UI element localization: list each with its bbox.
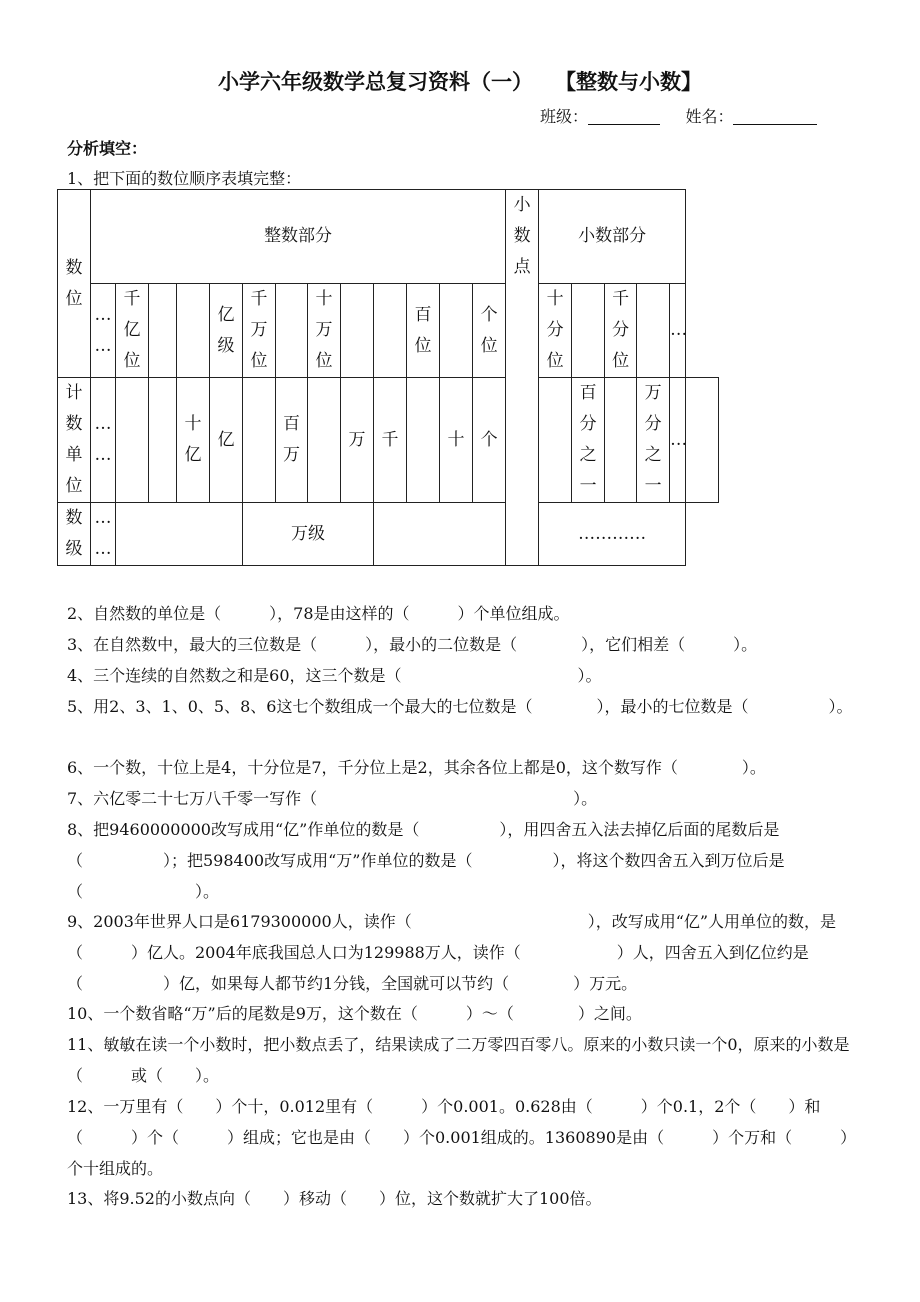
question-1: 1、把下面的数位顺序表填完整： <box>67 169 302 188</box>
title-main: 小学六年级数学总复习资料（一） <box>218 70 534 94</box>
unit-blank[interactable] <box>605 378 637 503</box>
unit-blank[interactable] <box>116 378 149 503</box>
row-header-group: 数级 <box>58 503 91 566</box>
place-ellipsis-right: … <box>670 284 686 378</box>
unit-ellipsis-right: … <box>670 378 686 503</box>
title-topic: 【整数与小数】 <box>554 70 702 94</box>
group-wan: 万级 <box>243 503 374 566</box>
unit-ge: 个 <box>473 378 506 503</box>
question-13: 13、将9.52的小数点向（ ）移动（ ）位，这个数就扩大了100倍。 <box>67 1189 602 1208</box>
decimal-part-header: 小数部分 <box>539 190 686 284</box>
unit-blank[interactable] <box>407 378 440 503</box>
section-label: 分析填空： <box>67 139 148 158</box>
question-7: 7、六亿零二十七万八千零一写作（ ）。 <box>67 789 598 808</box>
group-ellipsis: … … <box>91 503 116 566</box>
place-blank[interactable] <box>177 284 210 378</box>
question-2: 2、自然数的单位是（ ），78是由这样的（ ）个单位组成。 <box>67 604 570 623</box>
place-value-table <box>57 189 719 566</box>
question-9: 9、2003年世界人口是6179300000人，读作（ ），改写成用“亿”人用单位的数，是（ ）亿人。2004年底我国总人口为129988万人，读作（ ）人，四舍五入到亿位约是（ ）亿，如果每人都节约1分钱，全国就可以节约（ ）万元。 <box>67 912 837 993</box>
question-4: 4、三个连续的自然数之和是60，这三个数是（ ）。 <box>67 666 602 685</box>
unit-qian: 千 <box>374 378 407 503</box>
class-label: 班级： <box>540 107 589 126</box>
place-qianwan: 千万位 <box>243 284 276 378</box>
place-blank[interactable] <box>374 284 407 378</box>
unit-yi: 亿 <box>210 378 243 503</box>
page-title <box>0 66 920 96</box>
place-blank[interactable] <box>276 284 308 378</box>
place-ge: 个位 <box>473 284 506 378</box>
question-8: 8、把9460000000改写成用“亿”作单位的数是（ ），用四舍五入法去掉亿后面的尾数后是（ ）；把598400改写成用“万”作单位的数是（ ），将这个数四舍五入到万位后是（ ）。 <box>67 820 785 901</box>
integer-part-header: 整数部分 <box>91 190 506 284</box>
unit-wanfen: 万分之一 <box>637 378 670 503</box>
group-blank-ge[interactable] <box>374 503 506 566</box>
unit-blank[interactable] <box>539 378 572 503</box>
unit-baifen: 百分之一 <box>572 378 605 503</box>
group-decimal-ellipsis: ………… <box>539 503 686 566</box>
unit-wan: 万 <box>341 378 374 503</box>
question-5: 5、用2、3、1、0、5、8、6这七个数组成一个最大的七位数是（ ），最小的七位数是（ ）。 <box>67 697 853 716</box>
place-yi: 亿级 <box>210 284 243 378</box>
question-6: 6、一个数，十位上是4，十分位是7，千分位上是2，其余各位上都是0，这个数写作（ ）。 <box>67 758 766 777</box>
row-header-unit: 计数单位 <box>58 378 91 503</box>
place-blank[interactable] <box>440 284 473 378</box>
place-ellipsis-left: … … <box>91 284 116 378</box>
group-blank-yi[interactable] <box>116 503 243 566</box>
unit-blank[interactable] <box>243 378 276 503</box>
question-12: 12、一万里有（ ）个十，0.012里有（ ）个0.001。0.628由（ ）个0.1，2个（ ）和（ ）个（ ）组成；它也是由（ ）个0.001组成的。1360890是由（ ）个万和（ ）个十组成的。 <box>67 1097 857 1178</box>
place-blank[interactable] <box>149 284 177 378</box>
class-blank[interactable] <box>588 108 660 125</box>
question-3: 3、在自然数中，最大的三位数是（ ），最小的二位数是（ ），它们相差（ ）。 <box>67 635 758 654</box>
decimal-point-header: 小数点 <box>506 190 539 566</box>
place-blank[interactable] <box>341 284 374 378</box>
place-blank[interactable] <box>637 284 670 378</box>
name-label: 姓名： <box>685 107 734 126</box>
place-qianfen: 千分位 <box>605 284 637 378</box>
unit-blank[interactable] <box>149 378 177 503</box>
place-shifen: 十分位 <box>539 284 572 378</box>
unit-shi: 十 <box>440 378 473 503</box>
place-shiwan: 十万位 <box>308 284 341 378</box>
name-blank[interactable] <box>733 108 817 125</box>
unit-blank[interactable] <box>308 378 341 503</box>
unit-shiyi: 十亿 <box>177 378 210 503</box>
row-header-place: 数位 <box>58 190 91 378</box>
place-blank[interactable] <box>572 284 605 378</box>
place-bai: 百位 <box>407 284 440 378</box>
question-11: 11、敏敏在读一个小数时，把小数点丢了，结果读成了二万零四百零八。原来的小数只读一个0，原来的小数是（ 或（ ）。 <box>67 1035 850 1085</box>
unit-baiwan: 百万 <box>276 378 308 503</box>
unit-ellipsis-left: … … <box>91 378 116 503</box>
class-name-line <box>540 104 817 127</box>
unit-blank[interactable] <box>686 378 719 503</box>
place-qianyi: 千亿位 <box>116 284 149 378</box>
question-10: 10、一个数省略“万”后的尾数是9万，这个数在（ ）～（ ）之间。 <box>67 1004 642 1023</box>
